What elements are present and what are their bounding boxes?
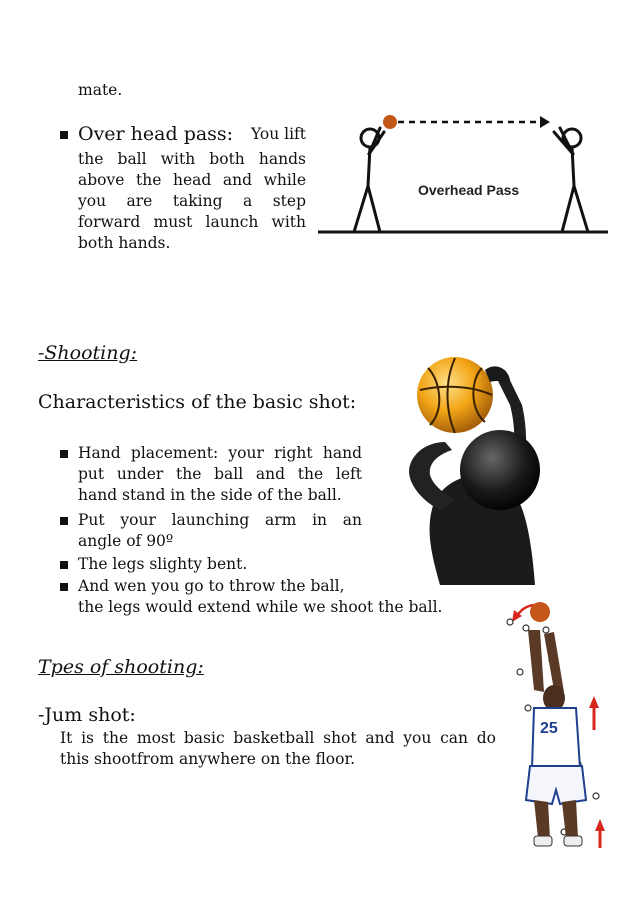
overhead-first-line	[78, 122, 306, 147]
text-line: Put your launching arm in an	[78, 511, 362, 529]
bullet-marker	[60, 561, 68, 569]
jump-shot-title: -Jum shot:	[38, 704, 136, 726]
figure-with-ball-illustration	[400, 350, 550, 585]
player-illustration	[504, 600, 614, 860]
bullet-marker	[60, 131, 68, 139]
jump-shot-player-image	[504, 600, 614, 860]
text-line: put under the ball and the left	[78, 465, 362, 483]
continued-text: mate.	[78, 81, 123, 99]
text-line: Hand placement: your right hand	[78, 444, 362, 462]
overhead-term: Over head pass:	[78, 123, 234, 145]
types-heading: Tpes of shooting:	[38, 656, 204, 678]
text-line: And wen you go to throw the ball,	[78, 577, 345, 595]
text-line: above the head and while	[78, 171, 306, 189]
shooting-heading: -Shooting:	[38, 342, 138, 364]
text-line: the ball with both hands	[78, 150, 306, 168]
overhead-pass-illustration	[318, 108, 608, 238]
bullet-marker	[60, 450, 68, 458]
jump-shot-description	[60, 728, 496, 770]
text-line: It is the most basic basketball shot and you can do	[60, 729, 496, 747]
bullet-item	[78, 510, 362, 552]
shooting-subheading: Characteristics of the basic shot:	[38, 391, 357, 413]
text-line: the legs would extend while we shoot the ball.	[78, 598, 443, 616]
text-line: forward must launch with	[78, 213, 306, 231]
bullet-item	[78, 443, 362, 506]
text-line: hand stand in the side of the ball.	[78, 486, 342, 504]
text-line: both hands.	[78, 234, 171, 252]
shooting-figure	[400, 350, 550, 585]
overhead-first-rest: You lift	[250, 125, 306, 143]
bullet-item	[78, 554, 362, 575]
text-line: The legs slighty bent.	[78, 555, 248, 573]
figure-label: Overhead Pass	[418, 182, 520, 198]
bullet-marker	[60, 583, 68, 591]
text-line: angle of 90º	[78, 532, 174, 550]
bullet-marker	[60, 517, 68, 525]
text-line: you are taking a step	[78, 192, 306, 210]
overhead-pass-figure	[318, 108, 608, 238]
jersey-number: 25	[540, 720, 558, 737]
text-line: this shootfrom anywhere on the floor.	[60, 750, 356, 768]
overhead-description	[78, 149, 306, 254]
